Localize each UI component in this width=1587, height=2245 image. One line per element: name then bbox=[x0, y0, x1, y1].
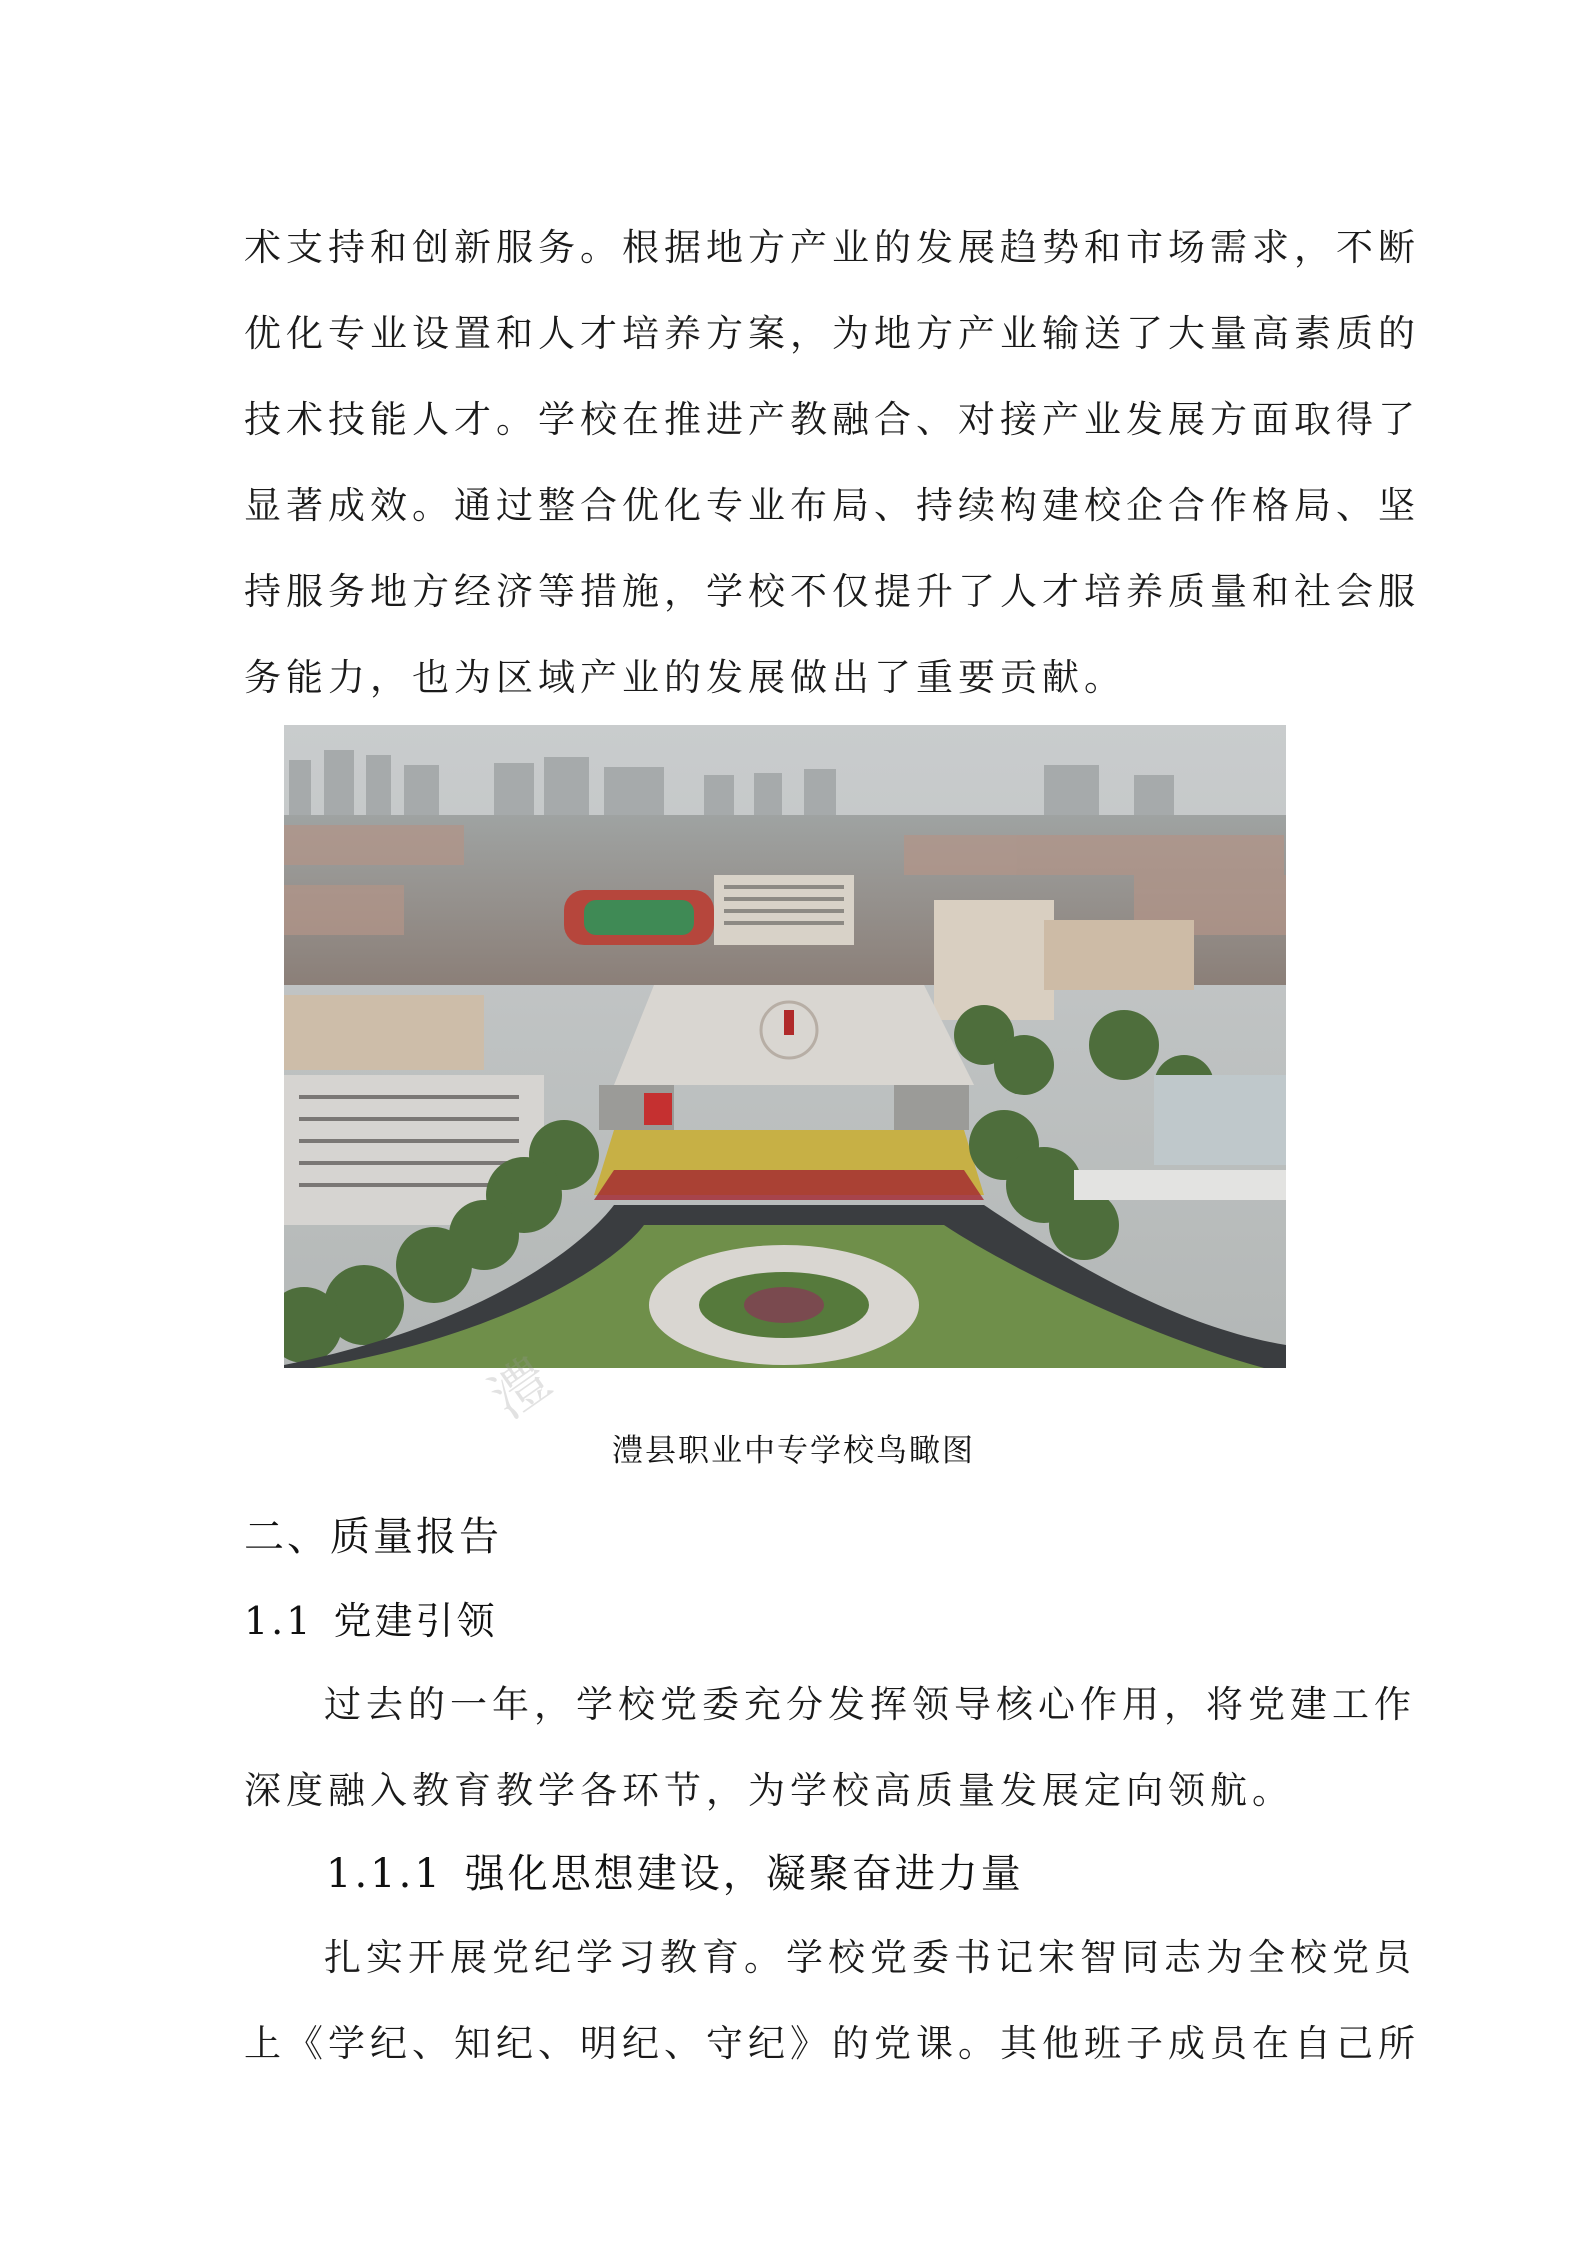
paragraph-line: 务能力，也为区域产业的发展做出了重要贡献。 bbox=[244, 656, 1126, 699]
paragraph-party-leadership bbox=[244, 1662, 1416, 1834]
paragraph-line: 持服务地方经济等措施，学校不仅提升了人才培养质量和社会服 bbox=[244, 570, 1420, 613]
section-title: 党建引领 bbox=[333, 1599, 498, 1643]
photo-caption: 澧县职业中专学校鸟瞰图 bbox=[612, 1433, 975, 1469]
paragraph-line: 技术技能人才。学校在推进产教融合、对接产业发展方面取得了 bbox=[244, 398, 1420, 441]
paragraph-line: 术支持和创新服务。根据地方产业的发展趋势和市场需求，不断 bbox=[244, 226, 1420, 269]
section-heading-party-leadership bbox=[244, 1590, 497, 1645]
paragraph-intro bbox=[244, 205, 1420, 721]
paragraph-line: 过去的一年，学校党委充分发挥领导核心作用，将党建工作 bbox=[324, 1683, 1416, 1726]
paragraph-ideology bbox=[244, 1915, 1420, 2087]
paragraph-line: 显著成效。通过整合优化专业布局、持续构建校企合作格局、坚 bbox=[244, 484, 1420, 527]
paragraph-line: 深度融入教育教学各环节，为学校高质量发展定向领航。 bbox=[244, 1769, 1294, 1812]
paragraph-line: 上《学纪、知纪、明纪、守纪》的党课。其他班子成员在自己所 bbox=[244, 2022, 1420, 2065]
section-heading-quality-report: 二、质量报告 bbox=[244, 1514, 502, 1560]
paragraph-line: 扎实开展党纪学习教育。学校党委书记宋智同志为全校党员 bbox=[324, 1936, 1416, 1979]
watermark: 澧 bbox=[479, 1346, 563, 1432]
subsection-title: 强化思想建设，凝聚奋进力量 bbox=[464, 1851, 1024, 1897]
subsection-number: 1.1.1 bbox=[326, 1851, 443, 1897]
subsection-heading-ideology bbox=[326, 1842, 1024, 1899]
campus-aerial-photo bbox=[284, 725, 1286, 1368]
paragraph-line: 优化专业设置和人才培养方案，为地方产业输送了大量高素质的 bbox=[244, 312, 1420, 355]
section-number: 1.1 bbox=[244, 1599, 314, 1643]
aerial-photo-illustration bbox=[284, 725, 1286, 1368]
